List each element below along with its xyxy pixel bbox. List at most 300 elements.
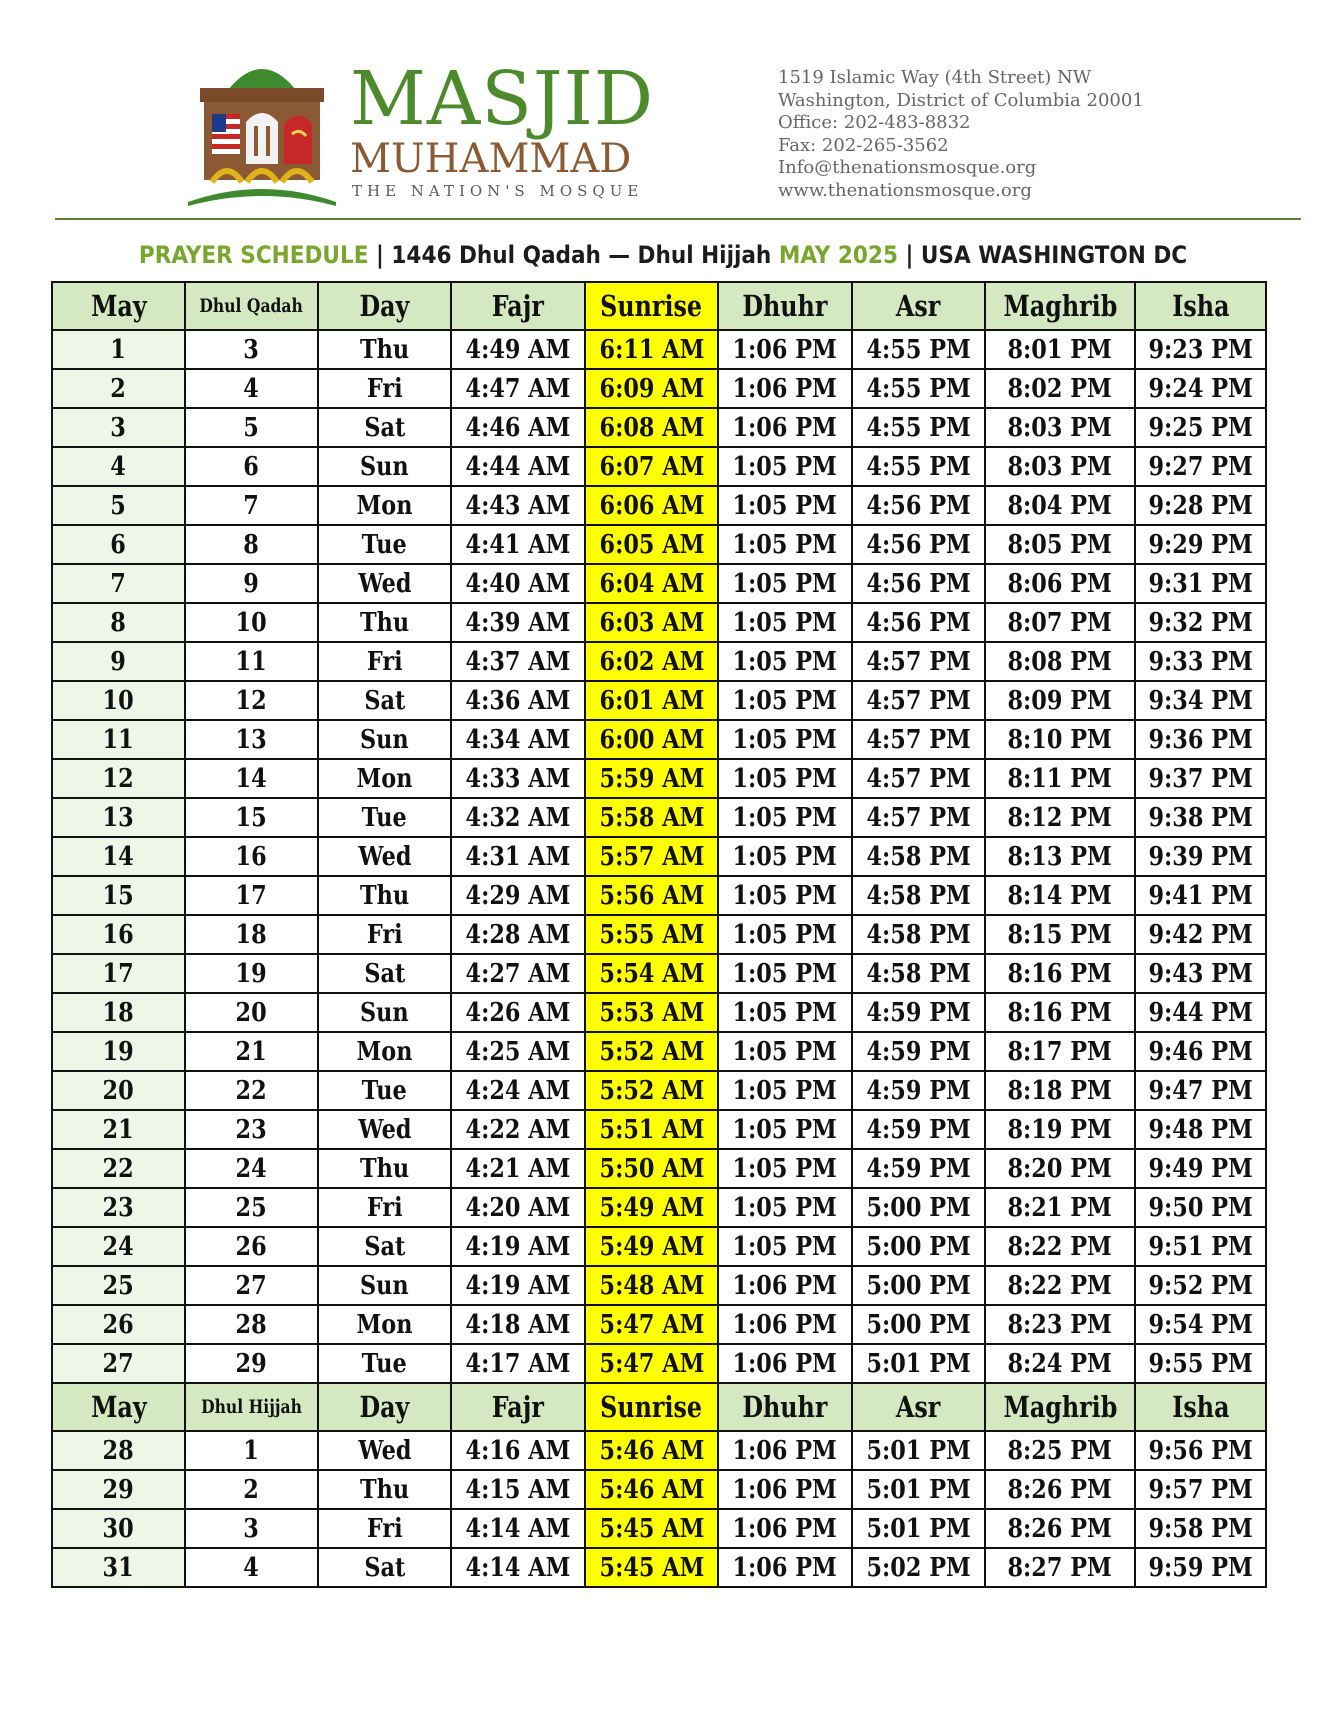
address-city: Washington, District of Columbia 20001: [778, 89, 1144, 111]
cell-value: 5:49 AM: [599, 1192, 704, 1223]
cell-value: 9:39 PM: [1148, 841, 1253, 872]
table-row: [52, 1032, 1266, 1071]
cell-hijri-day: [185, 1431, 318, 1470]
cell-value: 11: [235, 646, 268, 677]
cell-dhuhr: [718, 720, 852, 759]
cell-value: 1:05 PM: [732, 1114, 838, 1145]
cell-fajr: [451, 447, 585, 486]
table-row: [52, 954, 1266, 993]
cell-weekday: [318, 1227, 451, 1266]
cell-value: 3: [243, 1513, 260, 1544]
table-row: [52, 1305, 1266, 1344]
cell-value: Wed: [357, 1114, 412, 1145]
cell-value: 2: [243, 1474, 260, 1505]
header-maghrib: [985, 282, 1135, 330]
cell-value: 4:14 AM: [465, 1552, 571, 1583]
table-row: [52, 642, 1266, 681]
cell-value: 9:54 PM: [1148, 1309, 1253, 1340]
cell-value: 6:01 AM: [599, 685, 704, 716]
cell-value: 4:26 AM: [465, 997, 571, 1028]
cell-maghrib: [985, 564, 1135, 603]
cell-sunrise: [585, 954, 718, 993]
cell-sunrise: [585, 1470, 718, 1509]
cell-value: 4:24 AM: [465, 1075, 571, 1106]
cell-value: 4:25 AM: [465, 1036, 571, 1067]
cell-value: 7: [243, 490, 260, 521]
cell-isha: [1135, 408, 1266, 447]
cell-value: 9:52 PM: [1148, 1270, 1253, 1301]
subtitle-location: | USA WASHINGTON DC: [897, 241, 1188, 269]
table-row: [52, 1266, 1266, 1305]
cell-value: 4:44 AM: [465, 451, 571, 482]
cell-value: 1:06 PM: [732, 1552, 838, 1583]
subtitle-prayer-schedule: PRAYER SCHEDULE: [138, 241, 369, 269]
cell-value: 5:49 AM: [599, 1231, 704, 1262]
cell-maghrib: [985, 1227, 1135, 1266]
cell-weekday: [318, 1266, 451, 1305]
header-label: May: [90, 289, 147, 323]
cell-value: 15: [102, 880, 135, 911]
cell-value: Sun: [360, 1270, 409, 1301]
cell-value: 5:48 AM: [599, 1270, 704, 1301]
cell-value: 15: [235, 802, 268, 833]
cell-value: Thu: [359, 1474, 410, 1505]
cell-sunrise: [585, 993, 718, 1032]
cell-value: 5:02 PM: [866, 1552, 971, 1583]
cell-maghrib: [985, 1149, 1135, 1188]
cell-value: 8:16 PM: [1007, 997, 1113, 1028]
cell-value: 5:01 PM: [866, 1474, 971, 1505]
cell-value: 9:38 PM: [1148, 802, 1253, 833]
cell-value: 9:43 PM: [1148, 958, 1253, 989]
cell-weekday: [318, 1071, 451, 1110]
cell-value: 5:58 AM: [599, 802, 704, 833]
cell-value: 17: [235, 880, 268, 911]
cell-maghrib: [985, 915, 1135, 954]
header-label: Sunrise: [600, 289, 703, 323]
cell-value: 1:06 PM: [732, 1270, 838, 1301]
cell-gregorian-day: [52, 447, 185, 486]
header-fajr: [451, 1383, 585, 1431]
cell-isha: [1135, 1149, 1266, 1188]
cell-gregorian-day: [52, 1470, 185, 1509]
cell-asr: [852, 1149, 985, 1188]
table-row: [52, 1344, 1266, 1383]
cell-sunrise: [585, 798, 718, 837]
table-row: [52, 603, 1266, 642]
header-sunrise: [585, 282, 718, 330]
cell-gregorian-day: [52, 798, 185, 837]
cell-value: 1:05 PM: [732, 1075, 838, 1106]
cell-value: 8:24 PM: [1007, 1348, 1113, 1379]
table-row: [52, 915, 1266, 954]
cell-value: 1:05 PM: [732, 646, 838, 677]
cell-isha: [1135, 1470, 1266, 1509]
cell-value: 4:28 AM: [465, 919, 571, 950]
cell-isha: [1135, 525, 1266, 564]
cell-value: 6:05 AM: [599, 529, 704, 560]
cell-asr: [852, 759, 985, 798]
cell-hijri-day: [185, 1110, 318, 1149]
cell-value: 5:56 AM: [599, 880, 704, 911]
table-row: [52, 330, 1266, 369]
cell-value: Sat: [364, 1231, 405, 1262]
cell-asr: [852, 1188, 985, 1227]
prayer-schedule-table: [51, 281, 1267, 1588]
cell-sunrise: [585, 1227, 718, 1266]
cell-value: 8:02 PM: [1007, 373, 1113, 404]
cell-dhuhr: [718, 1305, 852, 1344]
cell-value: Thu: [359, 607, 410, 638]
table-header-row: [52, 282, 1266, 330]
cell-asr: [852, 1110, 985, 1149]
cell-value: 1:05 PM: [732, 958, 838, 989]
cell-value: Wed: [357, 568, 412, 599]
cell-value: 8: [110, 607, 127, 638]
header-gregorian-day: [52, 282, 185, 330]
table-row: [52, 525, 1266, 564]
cell-hijri-day: [185, 447, 318, 486]
cell-asr: [852, 993, 985, 1032]
cell-value: 1: [243, 1435, 260, 1466]
brand-tagline: THE NATION'S MOSQUE: [352, 182, 644, 200]
cell-sunrise: [585, 1266, 718, 1305]
cell-dhuhr: [718, 798, 852, 837]
cell-value: 21: [102, 1114, 135, 1145]
cell-value: 1:06 PM: [732, 334, 838, 365]
cell-sunrise: [585, 1149, 718, 1188]
cell-value: 7: [110, 568, 127, 599]
cell-asr: [852, 954, 985, 993]
cell-value: 4:39 AM: [465, 607, 571, 638]
cell-fajr: [451, 1149, 585, 1188]
cell-fajr: [451, 408, 585, 447]
cell-fajr: [451, 1110, 585, 1149]
table-row: [52, 759, 1266, 798]
cell-hijri-day: [185, 993, 318, 1032]
cell-weekday: [318, 486, 451, 525]
cell-maghrib: [985, 1470, 1135, 1509]
cell-value: 5:00 PM: [866, 1270, 971, 1301]
cell-value: 8:13 PM: [1007, 841, 1113, 872]
cell-value: 13: [102, 802, 135, 833]
cell-fajr: [451, 681, 585, 720]
cell-asr: [852, 798, 985, 837]
cell-value: 4:46 AM: [465, 412, 571, 443]
cell-maghrib: [985, 876, 1135, 915]
cell-value: Thu: [359, 334, 410, 365]
cell-hijri-day: [185, 1188, 318, 1227]
table-row: [52, 837, 1266, 876]
cell-value: 10: [235, 607, 268, 638]
address-street: 1519 Islamic Way (4th Street) NW: [778, 67, 1092, 88]
cell-value: 4:56 PM: [866, 490, 971, 521]
cell-dhuhr: [718, 1509, 852, 1548]
cell-value: 1:05 PM: [732, 607, 838, 638]
cell-value: Sat: [364, 412, 405, 443]
cell-asr: [852, 1227, 985, 1266]
cell-value: 1:05 PM: [732, 841, 838, 872]
cell-value: 8:05 PM: [1007, 529, 1113, 560]
header-asr: [852, 1383, 985, 1431]
cell-value: 8:26 PM: [1007, 1513, 1113, 1544]
table-row: [52, 1188, 1266, 1227]
cell-value: 27: [102, 1348, 135, 1379]
cell-value: 4:18 AM: [465, 1309, 571, 1340]
cell-value: 23: [102, 1192, 135, 1223]
cell-fajr: [451, 837, 585, 876]
cell-hijri-day: [185, 1509, 318, 1548]
cell-sunrise: [585, 720, 718, 759]
cell-value: 9:51 PM: [1148, 1231, 1253, 1262]
cell-value: 11: [102, 724, 135, 755]
cell-maghrib: [985, 1071, 1135, 1110]
cell-value: 8:25 PM: [1007, 1435, 1113, 1466]
cell-value: 4:56 PM: [866, 529, 971, 560]
cell-dhuhr: [718, 1470, 852, 1509]
cell-isha: [1135, 642, 1266, 681]
header-gregorian-day: [52, 1383, 185, 1431]
cell-value: Sat: [364, 958, 405, 989]
table-row: [52, 1470, 1266, 1509]
cell-gregorian-day: [52, 1509, 185, 1548]
cell-value: 9:44 PM: [1148, 997, 1253, 1028]
cell-gregorian-day: [52, 759, 185, 798]
cell-asr: [852, 330, 985, 369]
header-label: Fajr: [491, 289, 545, 323]
header-label: Day: [359, 289, 410, 323]
cell-value: 9:29 PM: [1148, 529, 1253, 560]
cell-gregorian-day: [52, 1431, 185, 1470]
cell-hijri-day: [185, 876, 318, 915]
table-header-row: [52, 1383, 1266, 1431]
header-fajr: [451, 282, 585, 330]
cell-fajr: [451, 1227, 585, 1266]
cell-value: 8:01 PM: [1007, 334, 1113, 365]
cell-value: 1:06 PM: [732, 412, 838, 443]
cell-value: 6:11 AM: [599, 334, 704, 365]
cell-weekday: [318, 915, 451, 954]
header-hijri-day: [185, 282, 318, 330]
cell-asr: [852, 408, 985, 447]
cell-fajr: [451, 1470, 585, 1509]
cell-value: Fri: [366, 1513, 403, 1544]
cell-value: 4:14 AM: [465, 1513, 571, 1544]
cell-value: 8:18 PM: [1007, 1075, 1113, 1106]
cell-value: 9:27 PM: [1148, 451, 1253, 482]
cell-value: 5:00 PM: [866, 1192, 971, 1223]
cell-value: 4:59 PM: [866, 1153, 971, 1184]
cell-value: 9:58 PM: [1148, 1513, 1253, 1544]
header-weekday: [318, 1383, 451, 1431]
cell-hijri-day: [185, 330, 318, 369]
cell-value: Mon: [356, 1309, 413, 1340]
cell-sunrise: [585, 1344, 718, 1383]
table-row: [52, 876, 1266, 915]
table-row: [52, 681, 1266, 720]
cell-gregorian-day: [52, 681, 185, 720]
cell-dhuhr: [718, 1431, 852, 1470]
cell-value: 6: [110, 529, 127, 560]
cell-value: 4:49 AM: [465, 334, 571, 365]
cell-hijri-day: [185, 915, 318, 954]
cell-fajr: [451, 1266, 585, 1305]
cell-value: 1:05 PM: [732, 997, 838, 1028]
cell-asr: [852, 525, 985, 564]
cell-value: 8:27 PM: [1007, 1552, 1113, 1583]
cell-isha: [1135, 330, 1266, 369]
table-row: [52, 564, 1266, 603]
cell-value: Wed: [357, 1435, 412, 1466]
cell-value: 4:31 AM: [465, 841, 571, 872]
cell-fajr: [451, 1509, 585, 1548]
cell-value: 4:40 AM: [465, 568, 571, 599]
cell-dhuhr: [718, 1071, 852, 1110]
cell-asr: [852, 642, 985, 681]
schedule-subtitle: [0, 240, 1326, 270]
cell-value: 1:05 PM: [732, 802, 838, 833]
cell-asr: [852, 1470, 985, 1509]
cell-value: 4:37 AM: [465, 646, 571, 677]
header-label: Dhuhr: [742, 1390, 828, 1424]
cell-gregorian-day: [52, 525, 185, 564]
cell-value: 8:07 PM: [1007, 607, 1113, 638]
address-website[interactable]: www.thenationsmosque.org: [778, 179, 1032, 201]
cell-dhuhr: [718, 486, 852, 525]
cell-weekday: [318, 1344, 451, 1383]
cell-hijri-day: [185, 603, 318, 642]
cell-dhuhr: [718, 525, 852, 564]
cell-maghrib: [985, 603, 1135, 642]
address-email[interactable]: Info@thenationsmosque.org: [778, 157, 1037, 178]
cell-value: 4:58 PM: [866, 880, 971, 911]
cell-weekday: [318, 1470, 451, 1509]
cell-hijri-day: [185, 564, 318, 603]
cell-dhuhr: [718, 837, 852, 876]
cell-weekday: [318, 954, 451, 993]
cell-value: 1:05 PM: [732, 1231, 838, 1262]
cell-value: 9:56 PM: [1148, 1435, 1253, 1466]
cell-value: 10: [102, 685, 135, 716]
cell-gregorian-day: [52, 408, 185, 447]
cell-isha: [1135, 681, 1266, 720]
cell-value: 8:22 PM: [1007, 1231, 1113, 1262]
cell-dhuhr: [718, 681, 852, 720]
cell-fajr: [451, 564, 585, 603]
cell-asr: [852, 447, 985, 486]
header-label: Dhuhr: [742, 289, 828, 323]
cell-weekday: [318, 681, 451, 720]
cell-dhuhr: [718, 1227, 852, 1266]
cell-value: 5:00 PM: [866, 1309, 971, 1340]
cell-dhuhr: [718, 642, 852, 681]
cell-sunrise: [585, 369, 718, 408]
cell-value: 9:36 PM: [1148, 724, 1253, 755]
cell-value: 8:14 PM: [1007, 880, 1113, 911]
cell-value: 9: [110, 646, 127, 677]
table-row: [52, 408, 1266, 447]
cell-value: 22: [235, 1075, 268, 1106]
cell-maghrib: [985, 837, 1135, 876]
cell-value: 1:05 PM: [732, 685, 838, 716]
cell-value: 23: [235, 1114, 268, 1145]
cell-isha: [1135, 1071, 1266, 1110]
cell-value: 1:05 PM: [732, 1036, 838, 1067]
cell-hijri-day: [185, 954, 318, 993]
cell-value: 4:55 PM: [866, 334, 971, 365]
cell-hijri-day: [185, 486, 318, 525]
cell-hijri-day: [185, 408, 318, 447]
cell-value: 12: [102, 763, 135, 794]
cell-value: Sun: [360, 451, 409, 482]
cell-weekday: [318, 837, 451, 876]
cell-value: 4:33 AM: [465, 763, 571, 794]
cell-value: 1:06 PM: [732, 1348, 838, 1379]
cell-asr: [852, 915, 985, 954]
cell-value: Sun: [360, 997, 409, 1028]
cell-isha: [1135, 1032, 1266, 1071]
cell-value: 8:09 PM: [1007, 685, 1113, 716]
cell-value: 1:05 PM: [732, 1153, 838, 1184]
cell-value: 20: [235, 997, 268, 1028]
header-label: Day: [359, 1390, 410, 1424]
table-row: [52, 798, 1266, 837]
cell-isha: [1135, 798, 1266, 837]
cell-sunrise: [585, 1305, 718, 1344]
cell-dhuhr: [718, 1266, 852, 1305]
table-row: [52, 1431, 1266, 1470]
cell-value: Mon: [356, 763, 413, 794]
cell-sunrise: [585, 915, 718, 954]
cell-value: 5:53 AM: [599, 997, 704, 1028]
cell-fajr: [451, 330, 585, 369]
cell-value: Thu: [359, 1153, 410, 1184]
cell-value: 5:46 AM: [599, 1435, 704, 1466]
cell-hijri-day: [185, 720, 318, 759]
cell-value: Fri: [366, 646, 403, 677]
cell-maghrib: [985, 486, 1135, 525]
cell-value: 1:05 PM: [732, 724, 838, 755]
cell-isha: [1135, 447, 1266, 486]
cell-gregorian-day: [52, 603, 185, 642]
cell-fajr: [451, 486, 585, 525]
cell-value: 4:57 PM: [866, 646, 971, 677]
cell-value: 3: [243, 334, 260, 365]
cell-dhuhr: [718, 1149, 852, 1188]
cell-sunrise: [585, 876, 718, 915]
cell-value: 6: [243, 451, 260, 482]
cell-gregorian-day: [52, 1071, 185, 1110]
cell-value: 8:17 PM: [1007, 1036, 1113, 1067]
cell-value: 25: [235, 1192, 268, 1223]
cell-value: 19: [102, 1036, 135, 1067]
cell-value: 5:52 AM: [599, 1036, 704, 1067]
cell-value: 1:05 PM: [732, 1192, 838, 1223]
cell-value: 5:54 AM: [599, 958, 704, 989]
cell-value: 8:03 PM: [1007, 412, 1113, 443]
cell-isha: [1135, 1110, 1266, 1149]
cell-hijri-day: [185, 1305, 318, 1344]
cell-value: 1:06 PM: [732, 1474, 838, 1505]
cell-value: 9:47 PM: [1148, 1075, 1253, 1106]
cell-hijri-day: [185, 681, 318, 720]
cell-maghrib: [985, 954, 1135, 993]
cell-value: 9:37 PM: [1148, 763, 1253, 794]
cell-weekday: [318, 408, 451, 447]
schedule-body: [52, 282, 1266, 1587]
cell-maghrib: [985, 330, 1135, 369]
cell-fajr: [451, 798, 585, 837]
